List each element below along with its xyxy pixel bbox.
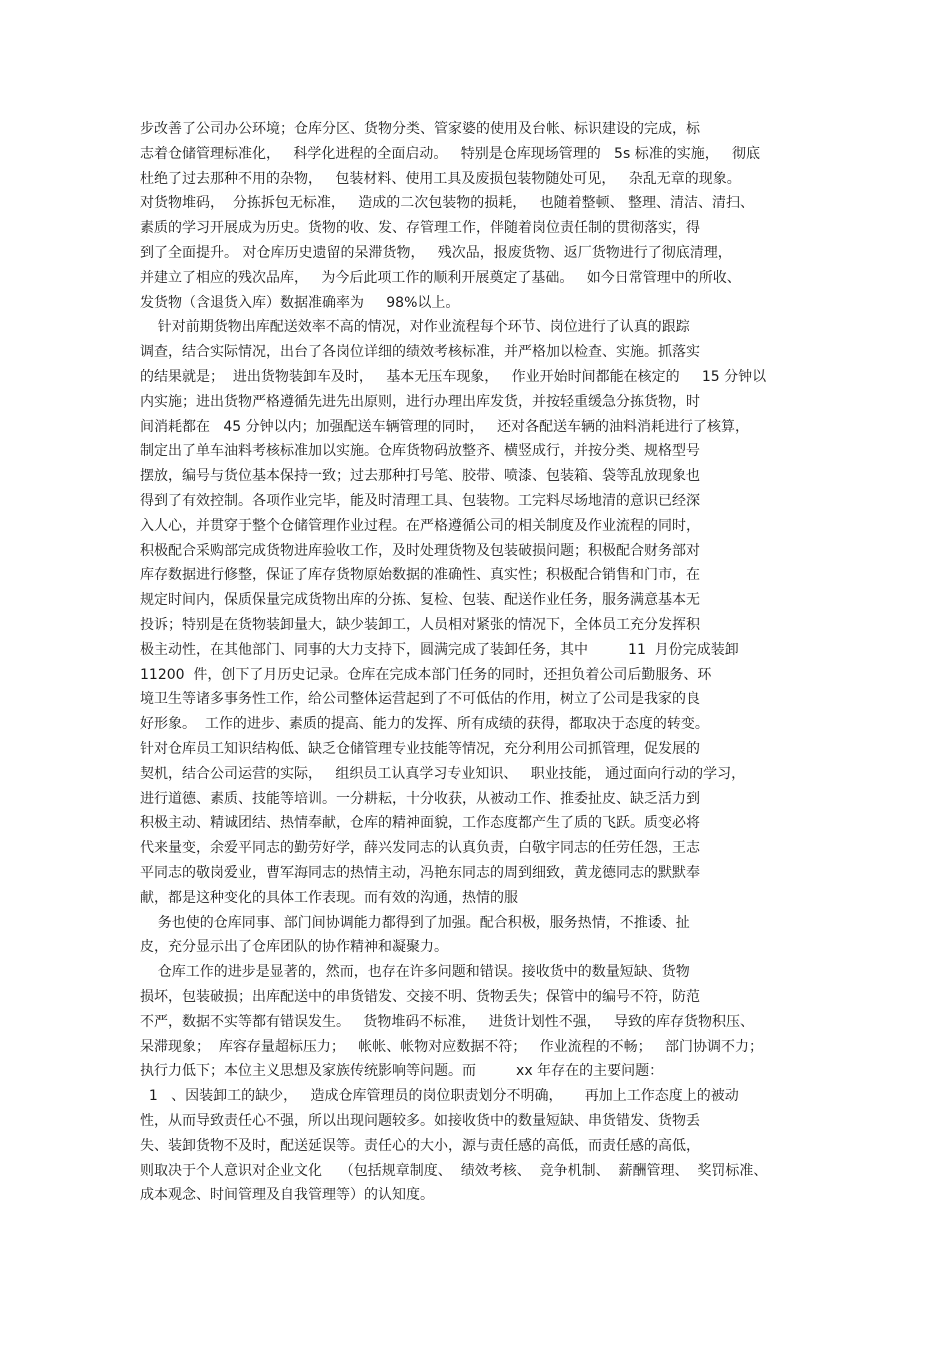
text-line: 内实施；进出货物严格遵循先进先出原则，进行办理出库发货，并按轻重缓急分拣货物，时	[140, 394, 700, 410]
text-line: 11200 件，创下了月历史记录。仓库在完成本部门任务的同时，还担负着公司后勤服务、环	[140, 667, 712, 683]
text-line: 执行力低下；本位主义思想及家族传统影响等问题。而 xx 年存在的主要问题：	[140, 1063, 664, 1079]
text-line: 摆放，编号与货位基本保持一致；过去那种打号笔、胶带、喷漆、包装箱、袋等乱放现象也	[140, 468, 700, 484]
text-line: 到了全面提升。 对仓库历史遗留的呆滞货物， 残次品，报废货物、返厂货物进行了彻底清理，	[140, 245, 732, 261]
text-line: 境卫生等诸多事务性工作，给公司整体运营起到了不可低估的作用，树立了公司是我家的良	[140, 691, 700, 707]
text-line: 呆滞现象； 库容存量超标压力； 帐帐、帐物对应数据不符； 作业流程的不畅； 部门协调不力；	[140, 1039, 763, 1055]
text-line: 进行道德、素质、技能等培训。一分耕耘，十分收获，从被动工作、推委扯皮、缺乏活力到	[140, 791, 700, 807]
text-line: 的结果就是； 进出货物装卸车及时， 基本无压车现象， 作业开始时间都能在核定的 15 分钟以	[140, 369, 767, 385]
text-line: 失、装卸货物不及时，配送延误等。责任心的大小，源与责任感的高低，而责任感的高低，	[140, 1138, 700, 1154]
text-line: 发货物（含退货入库）数据准确率为 98%以上。	[140, 295, 460, 311]
text-line: 规定时间内，保质保量完成货物出库的分拣、复检、包装、配送作业任务，服务满意基本无	[140, 592, 700, 608]
text-line: 针对仓库员工知识结构低、缺乏仓储管理专业技能等情况，充分利用公司抓管理，促发展的	[140, 741, 700, 757]
text-line: 平同志的敬岗爱业，曹军海同志的热情主动，冯艳东同志的周到细致，黄龙德同志的默默奉	[140, 865, 700, 881]
text-line: 步改善了公司办公环境；仓库分区、货物分类、管家婆的使用及台帐、标识建设的完成，标	[140, 121, 700, 137]
text-line: 入人心，并贯穿于整个仓储管理作业过程。在严格遵循公司的相关制度及作业流程的同时，	[140, 518, 700, 534]
text-line: 杜绝了过去那种不用的杂物， 包装材料、使用工具及废损包装物随处可见， 杂乱无章的现象。	[140, 171, 741, 187]
text-line: 成本观念、时间管理及自我管理等）的认知度。	[140, 1187, 434, 1203]
text-line: 好形象。 工作的进步、素质的提高、能力的发挥、所有成绩的获得，都取决于态度的转变。	[140, 716, 709, 732]
text-line: 素质的学习开展成为历史。货物的收、发、存管理工作，伴随着岗位责任制的贯彻落实，得	[140, 220, 700, 236]
text-line: 性，从而导致责任心不强，所以出现问题较多。如接收货中的数量短缺、串货错发、货物丢	[140, 1113, 700, 1129]
text-line: 务也使的仓库同事、部门间协调能力都得到了加强。配合积极，服务热情，不推诿、扯	[140, 915, 690, 931]
text-line: 1 、因装卸工的缺少， 造成仓库管理员的岗位职责划分不明确， 再加上工作态度上的被动	[140, 1088, 739, 1104]
text-line: 针对前期货物出库配送效率不高的情况，对作业流程每个环节、岗位进行了认真的跟踪	[140, 319, 690, 335]
text-line: 献，都是这种变化的具体工作表现。而有效的沟通，热情的服	[140, 890, 518, 906]
text-line: 契机，结合公司运营的实际， 组织员工认真学习专业知识、 职业技能， 通过面向行动的学习，	[140, 766, 746, 782]
text-line: 投诉；特别是在货物装卸量大，缺少装卸工，人员相对紧张的情况下，全体员工充分发挥积	[140, 617, 700, 633]
text-line: 库存数据进行修整，保证了库存货物原始数据的准确性、真实性；积极配合销售和门市，在	[140, 567, 700, 583]
text-line: 间消耗都在 45 分钟以内；加强配送车辆管理的同时， 还对各配送车辆的油料消耗进行了核算，	[140, 419, 749, 435]
text-line: 调查，结合实际情况，出台了各岗位详细的绩效考核标准，并严格加以检查、实施。抓落实	[140, 344, 700, 360]
text-line: 并建立了相应的残次品库， 为今后此项工作的顺利开展奠定了基础。 如今日常管理中的所收、	[140, 270, 741, 286]
text-line: 损坏，包装破损；出库配送中的串货错发、交接不明、货物丢失；保管中的编号不符，防范	[140, 989, 700, 1005]
text-line: 极主动性，在其他部门、同事的大力支持下，圆满完成了装卸任务，其中 11 月份完成装卸	[140, 642, 739, 658]
text-line: 皮，充分显示出了仓库团队的协作精神和凝聚力。	[140, 939, 448, 955]
text-line: 志着仓储管理标准化， 科学化进程的全面启动。 特别是仓库现场管理的 5s 标准的实施， 彻底	[140, 146, 761, 162]
text-line: 则取决于个人意识对企业文化 （包括规章制度、 绩效考核、 竞争机制、 薪酬管理、 奖罚标准、	[140, 1163, 768, 1179]
text-line: 积极配合采购部完成货物进库验收工作，及时处理货物及包装破损问题；积极配合财务部对	[140, 543, 700, 559]
text-line: 得到了有效控制。各项作业完毕，能及时清理工具、包装物。工完料尽场地清的意识已经深	[140, 493, 700, 509]
text-line: 积极主动、精诚团结、热情奉献，仓库的精神面貌，工作态度都产生了质的飞跃。质变必将	[140, 815, 700, 831]
text-line: 仓库工作的进步是显著的，然而，也存在许多问题和错误。接收货中的数量短缺、货物	[140, 964, 690, 980]
text-line: 不严，数据不实等都有错误发生。 货物堆码不标准， 进货计划性不强， 导致的库存货物积压、	[140, 1014, 755, 1030]
text-line: 代来量变，余爱平同志的勤劳好学，薛兴发同志的认真负责，白敬宇同志的任劳任怨，王志	[140, 840, 700, 856]
text-line: 对货物堆码， 分拣拆包无标准， 造成的二次包装物的损耗， 也随着整顿、 整理、清洁、清扫、	[140, 195, 755, 211]
text-line: 制定出了单车油料考核标准加以实施。仓库货物码放整齐、横竖成行，并按分类、规格型号	[140, 443, 700, 459]
